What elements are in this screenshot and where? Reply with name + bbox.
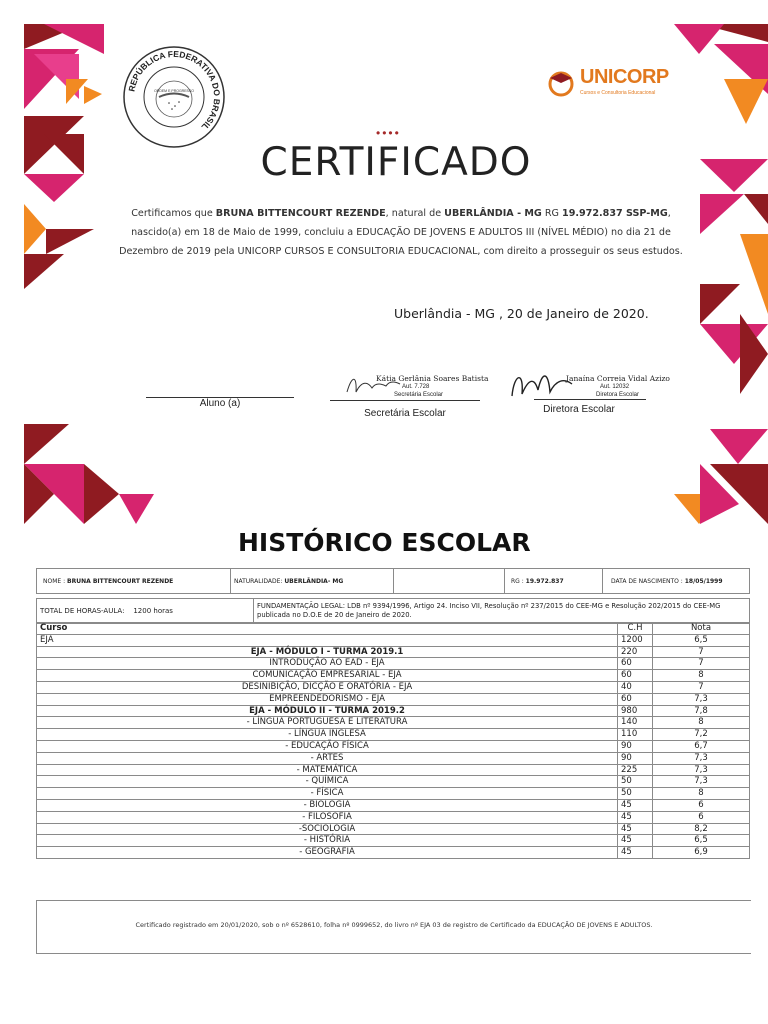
info-empty-cell	[394, 569, 505, 594]
registration-footer: Certificado registrado em 20/01/2020, sob o nº 6528610, folha nº 0999652, do livro nº EJA 03 de registro de Certificado da EDUCAÇÃO DE JOVENS E ADULTOS.	[36, 900, 751, 954]
signature-label: Secretária Escolar	[364, 408, 446, 419]
grade-row-grade: 8,2	[653, 823, 750, 835]
body-text: , nascido(a) em 18 de Maio de 1999, concluiu a EDUCAÇÃO DE JOVENS E ADULTOS III (NÍVEL MÉDIO) no dia 21 de Dezembro de 2019 pela UNICORP CURSOS E CONSULTORIA EDUCACIONAL, com direito a prosseguir os seus estudos.	[119, 208, 683, 257]
hours-label: TOTAL DE HORAS-AULA:	[40, 607, 125, 615]
legal-basis-cell: FUNDAMENTAÇÃO LEGAL: LDB nº 9394/1996, Artigo 24. Inciso VII, Resolução nº 237/2015 do CEE-MG e Resolução 202/2015 do CEE-MG publicada no D.O.E de 20 de Janeiro de 2020.	[254, 599, 750, 624]
grade-row	[37, 788, 750, 800]
grade-row-course: - FÍSICA	[37, 788, 618, 800]
svg-text:ORDEM E PROGRESSO: ORDEM E PROGRESSO	[154, 89, 194, 93]
grade-row-grade: 8	[653, 670, 750, 682]
certificate-date: Uberlândia - MG , 20 de Janeiro de 2020.	[394, 306, 649, 321]
grade-row-grade: 7,3	[653, 752, 750, 764]
student-info-table	[36, 568, 750, 594]
grade-row	[37, 811, 750, 823]
secretary-name: Kátia Gerlânia Soares Batista	[376, 374, 489, 383]
grade-row	[37, 646, 750, 658]
grade-row-ch: 60	[618, 693, 653, 705]
grade-row-course: -SOCIOLOGIA	[37, 823, 618, 835]
grade-row-course: EJA - MÓDULO I - TURMA 2019.1	[37, 646, 618, 658]
secretary-role-small: Secretária Escolar	[394, 392, 444, 398]
info-name-cell: NOME : BRUNA BITTENCOURT REZENDE	[37, 569, 231, 594]
certificate-panel	[24, 24, 768, 524]
signature-label: Aluno (a)	[199, 398, 241, 409]
info-name-value: BRUNA BITTENCOURT REZENDE	[67, 577, 174, 585]
grade-row-ch: 45	[618, 799, 653, 811]
body-text: RG	[541, 208, 563, 219]
grade-row	[37, 658, 750, 670]
logo-name: UNICORP	[580, 66, 669, 88]
col-course-header: Curso	[37, 623, 618, 635]
grade-row	[37, 776, 750, 788]
grade-row-ch: 40	[618, 681, 653, 693]
grade-row-grade: 6	[653, 799, 750, 811]
hours-cell	[37, 599, 254, 624]
grade-row-course: - ARTES	[37, 752, 618, 764]
grade-row-ch: 50	[618, 776, 653, 788]
hours-value: 1200 horas	[133, 607, 173, 615]
grade-row-course: EJA	[37, 634, 618, 646]
grade-row	[37, 764, 750, 776]
grade-row-grade: 6	[653, 811, 750, 823]
grade-row	[37, 717, 750, 729]
signature-label: Diretora Escolar	[543, 404, 615, 415]
grade-row-ch: 90	[618, 740, 653, 752]
grade-row	[37, 693, 750, 705]
grade-row-course: - FILOSOFIA	[37, 811, 618, 823]
grade-row-grade: 6,9	[653, 847, 750, 859]
grade-row-course: - BIOLOGIA	[37, 799, 618, 811]
grade-row-ch: 45	[618, 835, 653, 847]
grade-row	[37, 670, 750, 682]
body-text: , natural de	[385, 208, 445, 219]
grade-row	[37, 705, 750, 717]
grade-row-ch: 60	[618, 658, 653, 670]
grade-row	[37, 681, 750, 693]
info-rg-cell: RG : 19.972.837	[505, 569, 603, 594]
grade-row-course: - HISTÓRIA	[37, 835, 618, 847]
svg-text:REPÚBLICA FEDERATIVA DO BRASIL: REPÚBLICA FEDERATIVA DO BRASIL	[126, 48, 223, 133]
info-naturality-cell: NATURALIDADE: UBERLÂNDIA- MG	[231, 569, 394, 594]
history-title: HISTÓRICO ESCOLAR	[238, 528, 531, 557]
grade-row	[37, 752, 750, 764]
director-name: Janaína Correia Vidal Azizo	[566, 374, 670, 383]
grade-row-ch: 45	[618, 823, 653, 835]
grade-row-course: INTRODUÇÃO AO EAD - EJA	[37, 658, 618, 670]
info-birth-value: 18/05/1999	[684, 577, 723, 585]
body-text: Certificamos que	[131, 208, 216, 219]
grade-row-grade: 8	[653, 788, 750, 800]
grade-row-grade: 7,3	[653, 764, 750, 776]
grades-table	[36, 622, 750, 859]
grade-row-ch: 980	[618, 705, 653, 717]
col-ch-header: C.H	[618, 623, 653, 635]
certificate-title: CERTIFICADO	[260, 140, 532, 185]
grade-row-grade: 8	[653, 717, 750, 729]
grade-row-course: - LÍNGUA INGLESA	[37, 729, 618, 741]
grade-row	[37, 823, 750, 835]
grade-row-course: EMPREENDEDORISMO - EJA	[37, 693, 618, 705]
director-role-small: Diretora Escolar	[596, 392, 640, 398]
grade-row-ch: 45	[618, 811, 653, 823]
handwritten-signature	[506, 366, 576, 402]
grade-row-course: - QUÍMICA	[37, 776, 618, 788]
signature-student	[146, 397, 294, 409]
grade-row-course: COMUNICAÇÃO EMPRESARIAL - EJA	[37, 670, 618, 682]
grade-row	[37, 729, 750, 741]
grade-row-course: - MATEMÁTICA	[37, 764, 618, 776]
grade-row-ch: 1200	[618, 634, 653, 646]
grade-row-grade: 7	[653, 658, 750, 670]
grade-row-ch: 225	[618, 764, 653, 776]
grade-row-ch: 60	[618, 670, 653, 682]
logo-tagline: Cursos e Consultoria Educacional	[580, 90, 656, 96]
director-aut: Aut. 12032	[600, 384, 630, 390]
grade-row	[37, 799, 750, 811]
grade-row-ch: 220	[618, 646, 653, 658]
hours-table	[36, 598, 750, 624]
grade-row-course: - EDUCAÇÃO FÍSICA	[37, 740, 618, 752]
grade-row-course: - GEOGRAFIA	[37, 847, 618, 859]
grade-row-grade: 7,8	[653, 705, 750, 717]
certificate-body	[114, 204, 688, 261]
grade-row-ch: 90	[618, 752, 653, 764]
student-name: BRUNA BITTENCOURT REZENDE	[215, 208, 386, 219]
grade-row-course: DESINIBIÇÃO, DICÇÃO E ORATÓRIA - EJA	[37, 681, 618, 693]
grade-row	[37, 835, 750, 847]
info-rg-value: 19.972.837	[525, 577, 564, 585]
signature-director	[496, 362, 670, 422]
info-birth-cell: DATA DE NASCIMENTO : 18/05/1999	[603, 569, 750, 594]
grade-row-grade: 7,2	[653, 729, 750, 741]
grade-row-ch: 50	[618, 788, 653, 800]
col-grade-header: Nota	[653, 623, 750, 635]
grade-row-grade: 6,5	[653, 634, 750, 646]
grade-row	[37, 634, 750, 646]
info-naturality-value: UBERLÂNDIA- MG	[284, 577, 344, 585]
grade-row-course: EJA - MÓDULO II - TURMA 2019.2	[37, 705, 618, 717]
student-city: UBERLÂNDIA - MG	[444, 208, 542, 219]
grade-row	[37, 740, 750, 752]
grade-rows	[37, 634, 750, 858]
unicorp-logo	[546, 64, 696, 104]
signature-secretary	[330, 364, 489, 424]
grade-row-ch: 140	[618, 717, 653, 729]
grade-row-grade: 7,3	[653, 776, 750, 788]
grade-row-ch: 110	[618, 729, 653, 741]
title-dots: ••••	[376, 126, 401, 140]
graduation-cap-icon	[546, 68, 576, 98]
grade-row-grade: 7	[653, 681, 750, 693]
grade-row-course: - LÍNGUA PORTUGUESA E LITERATURA	[37, 717, 618, 729]
grade-row-ch: 45	[618, 847, 653, 859]
student-rg: 19.972.837 SSP-MG	[562, 208, 668, 219]
grade-row-grade: 7,3	[653, 693, 750, 705]
grade-row-grade: 7	[653, 646, 750, 658]
grade-row-grade: 6,7	[653, 740, 750, 752]
grade-row-grade: 6,5	[653, 835, 750, 847]
seal-emblem	[119, 42, 229, 152]
secretary-aut: Aut. 7.728	[402, 384, 430, 390]
grade-row	[37, 847, 750, 859]
